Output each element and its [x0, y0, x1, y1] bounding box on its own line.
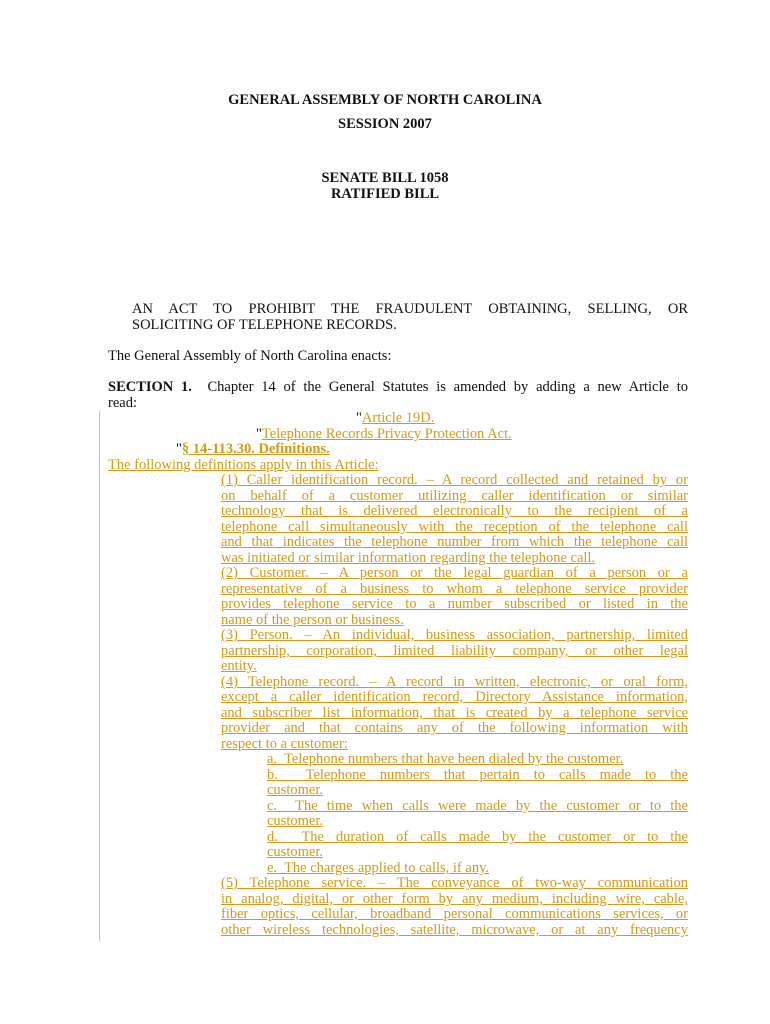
def-2-number: (2) [221, 565, 238, 581]
item-text: The charges applied to calls, if any. [284, 860, 490, 876]
def-5-line [221, 876, 688, 892]
session-heading: SESSION 2007 [338, 116, 432, 132]
article-number: Article 19D. [361, 410, 435, 426]
def-4-item-d-cont: customer. [267, 844, 323, 860]
def-5-line: in analog, digital, or other form by any medium, including wire, cable, [221, 891, 688, 907]
def-1-number: (1) [221, 472, 238, 488]
item-letter: c. [267, 798, 278, 814]
def-5-text: Telephone service. – The conveyance of two-way communication [249, 875, 688, 891]
def-1-line: technology that is delivered electronically to the recipient of a [221, 503, 688, 519]
def-4-line: provider and that contains any of the following information with [221, 720, 688, 736]
def-3-text: Person. – An individual, business association, partnership, limited [249, 627, 688, 643]
def-4-number: (4) [221, 674, 238, 690]
def-1-line [221, 473, 688, 489]
change-bar [99, 411, 100, 941]
def-3-line: partnership, corporation, limited liability company, or other legal [221, 643, 688, 659]
bill-status: RATIFIED BILL [330, 186, 440, 202]
section-heading [176, 442, 330, 458]
def-1-line: telephone call simultaneously with the reception of the telephone call [221, 519, 688, 535]
def-1-line: and that indicates the telephone number from which the telephone call [221, 534, 688, 550]
item-text: The time when calls were made by the customer or to the [295, 798, 688, 814]
def-5-number: (5) [221, 875, 238, 891]
enacting-clause: The General Assembly of North Carolina enacts: [108, 348, 392, 364]
section-1-line-2: read: [108, 395, 137, 411]
section-1-label: SECTION 1. [108, 379, 192, 395]
def-4-item-a [267, 752, 623, 768]
def-4-line: and subscriber list information, that is created by a telephone service [221, 705, 688, 721]
assembly-heading: GENERAL ASSEMBLY OF NORTH CAROLINA [228, 92, 542, 108]
article-heading [356, 411, 434, 427]
article-title: Telephone Records Privacy Protection Act. [261, 426, 512, 442]
def-3-number: (3) [221, 627, 238, 643]
open-quote: " [356, 410, 362, 426]
def-4-line: except a caller identification record, Directory Assistance information, [221, 689, 688, 705]
def-2-text: Customer. – A person or the legal guardian of a person or a [249, 565, 688, 581]
bill-number: SENATE BILL 1058 [321, 170, 449, 186]
open-quote: " [256, 426, 262, 442]
def-1-line: was initiated or similar information regarding the telephone call. [221, 550, 596, 566]
def-1-line: on behalf of a customer utilizing caller identification or similar [221, 488, 688, 504]
section-1-line-1 [108, 380, 688, 396]
def-2-line: provides telephone service to a number subscribed or listed in the [221, 596, 688, 612]
section-1-text: Chapter 14 of the General Statutes is amended by adding a new Article to [207, 379, 689, 395]
item-letter: b. [267, 767, 278, 783]
def-2-line [221, 566, 688, 582]
definitions-intro: The following definitions apply in this Article: [108, 457, 379, 473]
item-text: The duration of calls made by the customer or to the [301, 829, 688, 845]
open-quote: " [176, 441, 182, 457]
def-1-text: Caller identification record. – A record collected and retained by or [246, 472, 689, 488]
def-5-line: other wireless technologies, satellite, microwave, or at any frequency [221, 922, 688, 938]
item-text: Telephone numbers that pertain to calls made to the [305, 767, 688, 783]
def-4-item-c-cont: customer. [267, 813, 323, 829]
item-letter: a. [267, 751, 278, 767]
def-3-line [221, 628, 688, 644]
def-2-line: name of the person or business. [221, 612, 404, 628]
act-title-line-1: AN ACT TO PROHIBIT THE FRAUDULENT OBTAINING, SELLING, OR [132, 301, 688, 317]
def-4-text: Telephone record. – A record in written, electronic, or oral form, [247, 674, 688, 690]
section-definitions: § 14-113.30. Definitions. [181, 441, 330, 457]
def-4-item-b-cont: customer. [267, 782, 323, 798]
def-5-line: fiber optics, cellular, broadband personal communications services, or [221, 906, 688, 922]
def-4-item-c [267, 799, 688, 815]
item-letter: d. [267, 829, 278, 845]
def-3-line: entity. [221, 658, 257, 674]
def-4-item-b [267, 768, 688, 784]
act-title-line-2: SOLICITING OF TELEPHONE RECORDS. [132, 317, 397, 333]
def-2-line: representative of a business to whom a telephone service provider [221, 581, 688, 597]
item-letter: e. [267, 860, 278, 876]
def-4-item-d [267, 830, 688, 846]
item-text: Telephone numbers that have been dialed by the customer. [284, 751, 624, 767]
def-4-line: respect to a customer: [221, 736, 348, 752]
